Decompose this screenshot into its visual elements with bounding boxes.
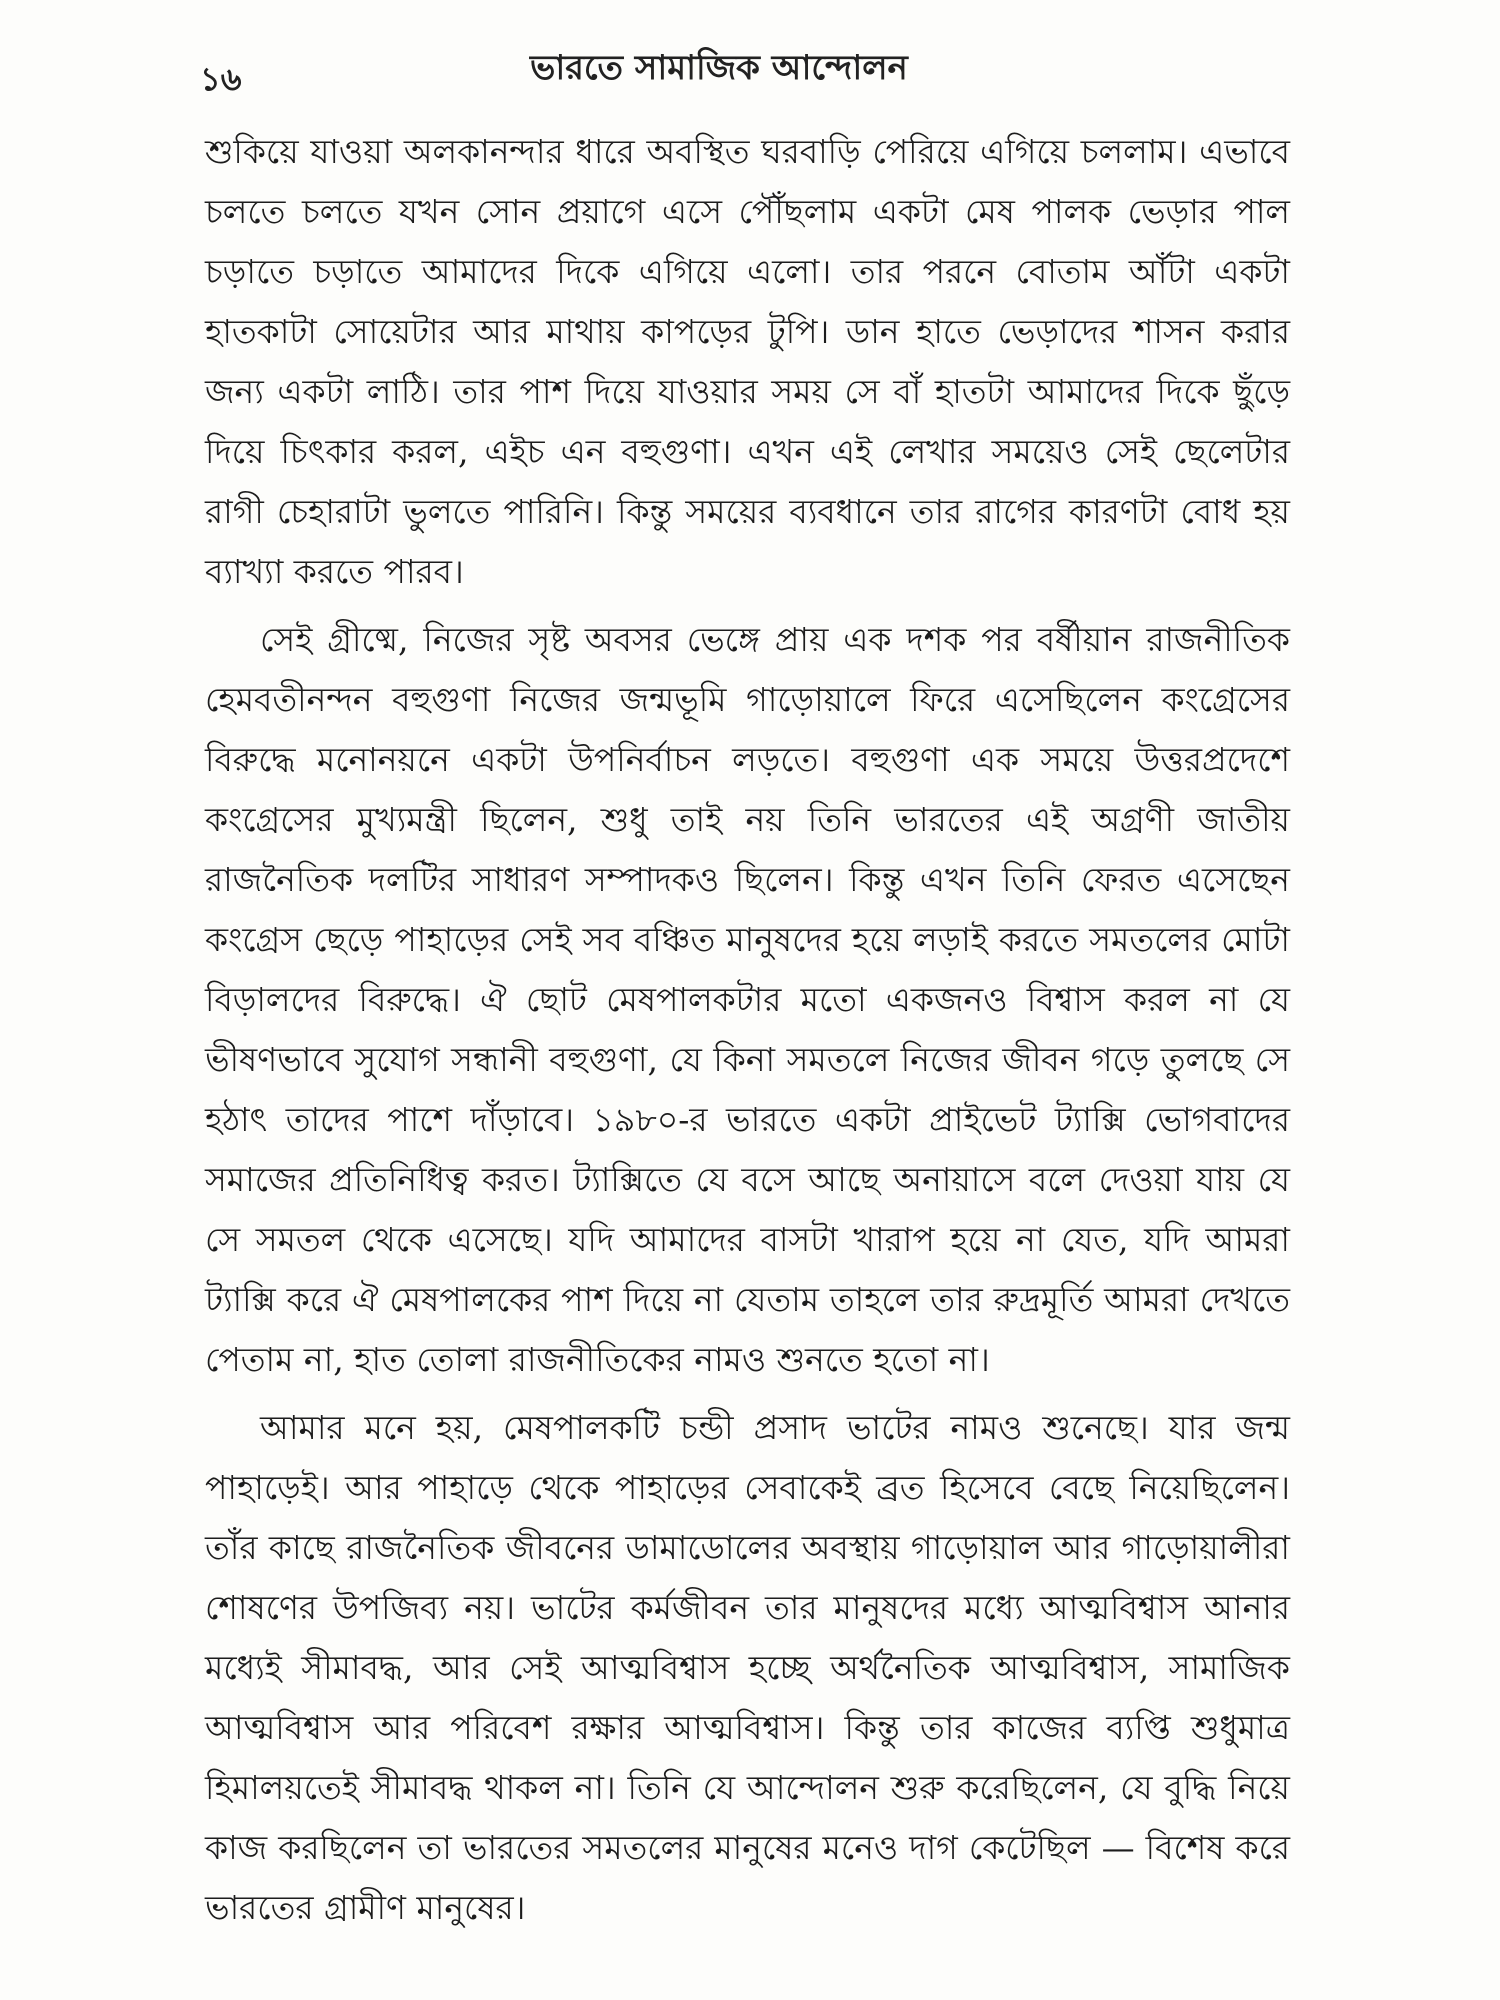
- paragraph-3: আমার মনে হয়, মেষপালকটি চন্ডী প্রসাদ ভাটের নামও শুনেছে। যার জন্ম পাহাড়েই। আর পাহাড়ে থেকে পাহাড়ের সেবাকেই ব্রত হিসেবে বেছে নিয়েছিলেন। তাঁর কাছে রাজনৈতিক জীবনের ডামাডোলের অবস্থায় গাড়োয়াল আর গাড়োয়ালীরা শোষণের উপজিব্য নয়। ভাটের কর্মজীবন তার মানুষদের মধ্যে আত্মবিশ্বাস আনার মধ্যেই সীমাবদ্ধ, আর সেই আত্মবিশ্বাস হচ্ছে অর্থনৈতিক আত্মবিশ্বাস, সামাজিক আত্মবিশ্বাস আর পরিবেশ রক্ষার আত্মবিশ্বাস। কিন্তু তার কাজের ব্যপ্তি শুধুমাত্র হিমালয়তেই সীমাবদ্ধ থাকল না। তিনি যে আন্দোলন শুরু করেছিলেন, যে বুদ্ধি নিয়ে কাজ করছিলেন তা ভারতের সমতলের মানুষের মনেও দাগ কেটেছিল — বিশেষ করে ভারতের গ্রামীণ মানুষের।: [205, 1408, 1290, 1927]
- paragraph-2: সেই গ্রীষ্মে, নিজের সৃষ্ট অবসর ভেঙ্গে প্রায় এক দশক পর বর্ষীয়ান রাজনীতিক হেমবতীনন্দন বহুগুণা নিজের জন্মভূমি গাড়োয়ালে ফিরে এসেছিলেন কংগ্রেসের বিরুদ্ধে মনোনয়নে একটা উপনির্বাচন লড়তে। বহুগুণা এক সময়ে উত্তরপ্রদেশে কংগ্রেসের মুখ্যমন্ত্রী ছিলেন, শুধু তাই নয় তিনি ভারতের এই অগ্রণী জাতীয় রাজনৈতিক দলটির সাধারণ সম্পাদকও ছিলেন। কিন্তু এখন তিনি ফেরত এসেছেন কংগ্রেস ছেড়ে পাহাড়ের সেই সব বঞ্চিত মানুষদের হয়ে লড়াই করতে সমতলের মোটা বিড়ালদের বিরুদ্ধে। ঐ ছোট মেষপালকটার মতো একজনও বিশ্বাস করল না যে ভীষণভাবে সুযোগ সন্ধানী বহুগুণা, যে কিনা সমতলে নিজের জীবন গড়ে তুলছে সে হঠাৎ তাদের পাশে দাঁড়াবে। ১৯৮০-র ভারতে একটা প্রাইভেট ট্যাক্সি ভোগবাদের সমাজের প্রতিনিধিত্ব করত। ট্যাক্সিতে যে বসে আছে অনায়াসে বলে দেওয়া যায় যে সে সমতল থেকে এসেছে। যদি আমাদের বাসটা খারাপ হয়ে না যেত, যদি আমরা ট্যাক্সি করে ঐ মেষপালকের পাশ দিয়ে না যেতাম তাহলে তার রুদ্রমূর্তি আমরা দেখতে পেতাম না, হাত তোলা রাজনীতিকের নামও শুনতে হতো না।: [205, 620, 1290, 1379]
- running-header: [200, 42, 1310, 102]
- page-number: ১৬: [200, 60, 242, 98]
- body-text: [205, 122, 1290, 1938]
- paragraph-1: শুকিয়ে যাওয়া অলকানন্দার ধারে অবস্থিত ঘরবাড়ি পেরিয়ে এগিয়ে চললাম। এভাবে চলতে চলতে যখন সোন প্রয়াগে এসে পৌঁছলাম একটা মেষ পালক ভেড়ার পাল চড়াতে চড়াতে আমাদের দিকে এগিয়ে এলো। তার পরনে বোতাম আঁটা একটা হাতকাটা সোয়েটার আর মাথায় কাপড়ের টুপি। ডান হাতে ভেড়াদের শাসন করার জন্য একটা লাঠি। তার পাশ দিয়ে যাওয়ার সময় সে বাঁ হাতটা আমাদের দিকে ছুঁড়ে দিয়ে চিৎকার করল, এইচ এন বহুগুণা। এখন এই লেখার সময়েও সেই ছেলেটার রাগী চেহারাটা ভুলতে পারিনি। কিন্তু সময়ের ব্যবধানে তার রাগের কারণটা বোধ হয় ব্যাখ্যা করতে পারব।: [205, 132, 1290, 591]
- book-title: ভারতে সামাজিক আন্দোলন: [530, 48, 908, 88]
